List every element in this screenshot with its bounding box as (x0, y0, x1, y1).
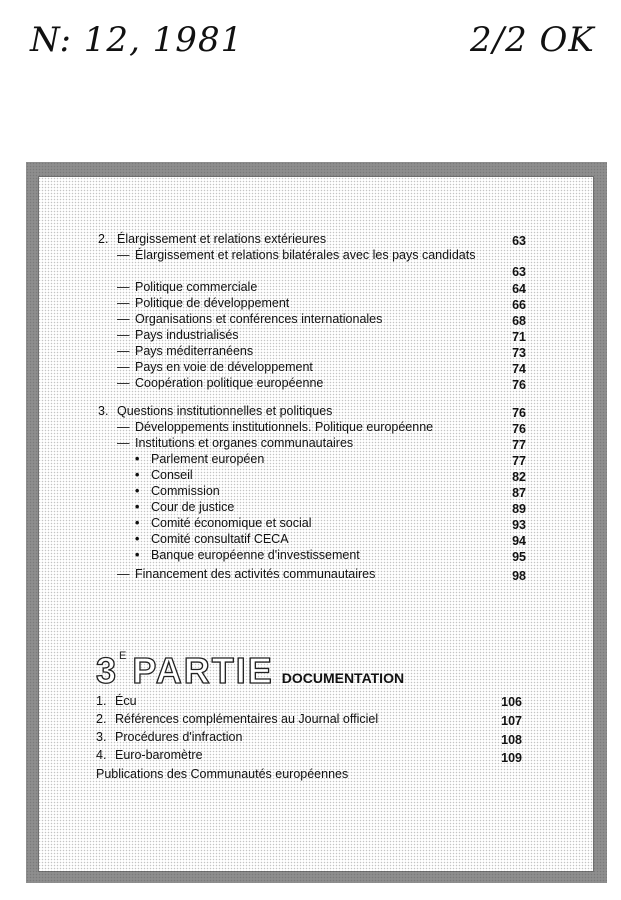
toc-item-page: 71 (512, 330, 526, 344)
toc-bullet-item: • Commission (135, 484, 220, 498)
toc-bullet-item: • Cour de justice (135, 500, 235, 514)
toc-bullet-item: • Banque européenne d'investissement (135, 548, 360, 562)
section-3-heading: 3. Questions institutionnelles et politiques (98, 404, 333, 418)
toc-item-page: 87 (512, 486, 526, 500)
part-3-subtitle: DOCUMENTATION (281, 670, 405, 686)
doc-entry-page: 107 (501, 714, 522, 728)
section-3-title: Questions institutionnelles et politiques (117, 404, 333, 418)
toc-item-page: 77 (512, 438, 526, 452)
section-2-page: 63 (512, 234, 526, 248)
toc-bullet-item: • Conseil (135, 468, 193, 482)
doc-entry-page: 108 (501, 733, 522, 747)
toc-item: — Politique commerciale (117, 280, 258, 294)
section-2-heading: 2. Élargissement et relations extérieures (98, 232, 327, 246)
toc-bullet-item: • Parlement européen (135, 452, 265, 466)
toc-item-page: 73 (512, 346, 526, 360)
toc-item-page: 94 (512, 534, 526, 548)
toc-item-page: 82 (512, 470, 526, 484)
toc-item: — Pays méditerranéens (117, 344, 254, 358)
toc-item-page: 63 (512, 265, 526, 279)
toc-item-page: 66 (512, 298, 526, 312)
doc-entry: 1. Écu (96, 694, 137, 708)
toc-item: — Coopération politique européenne (117, 376, 324, 390)
toc-bullet-item: • Comité économique et social (135, 516, 312, 530)
doc-entry-page: 109 (501, 751, 522, 765)
toc-item: — Élargissement et relations bilatérales avec les pays candidats (117, 248, 476, 262)
doc-entry: 2. Références complémentaires au Journal officiel (96, 712, 379, 726)
doc-entry-page: 106 (501, 695, 522, 709)
toc-item-page: 98 (512, 569, 526, 583)
section-2-title: Élargissement et relations extérieures (117, 232, 327, 246)
toc-item: — Institutions et organes communautaires (117, 436, 354, 450)
toc-item: — Pays industrialisés (117, 328, 239, 342)
toc-item-page: 89 (512, 502, 526, 516)
handwritten-issue-number: N: 12, 1981 (30, 20, 244, 60)
toc-item-page: 77 (512, 454, 526, 468)
toc-item-page: 74 (512, 362, 526, 376)
toc-item: — Développements institutionnels. Politique européenne (117, 420, 434, 434)
toc-item: — Financement des activités communautaires (117, 567, 376, 581)
section-3-page: 76 (512, 406, 526, 420)
toc-item-page: 93 (512, 518, 526, 532)
toc-item-page: 76 (512, 422, 526, 436)
toc-item: — Organisations et conférences internationales (117, 312, 383, 326)
toc-item: — Pays en voie de développement (117, 360, 313, 374)
doc-entry: 3. Procédures d'infraction (96, 730, 243, 744)
toc-item-page: 68 (512, 314, 526, 328)
doc-entry: 4. Euro-baromètre (96, 748, 203, 762)
toc-item: — Politique de développement (117, 296, 290, 310)
toc-item-page: 95 (512, 550, 526, 564)
part-3-heading: $3^E$ PARTIE DOCUMENTATION (96, 650, 405, 691)
toc-item-page: 64 (512, 282, 526, 296)
doc-publications: Publications des Communautés européennes (96, 767, 349, 781)
handwritten-check-mark: 2/2 OK (470, 20, 595, 60)
toc-bullet-item: • Comité consultatif CECA (135, 532, 289, 546)
toc-item-page: 76 (512, 378, 526, 392)
